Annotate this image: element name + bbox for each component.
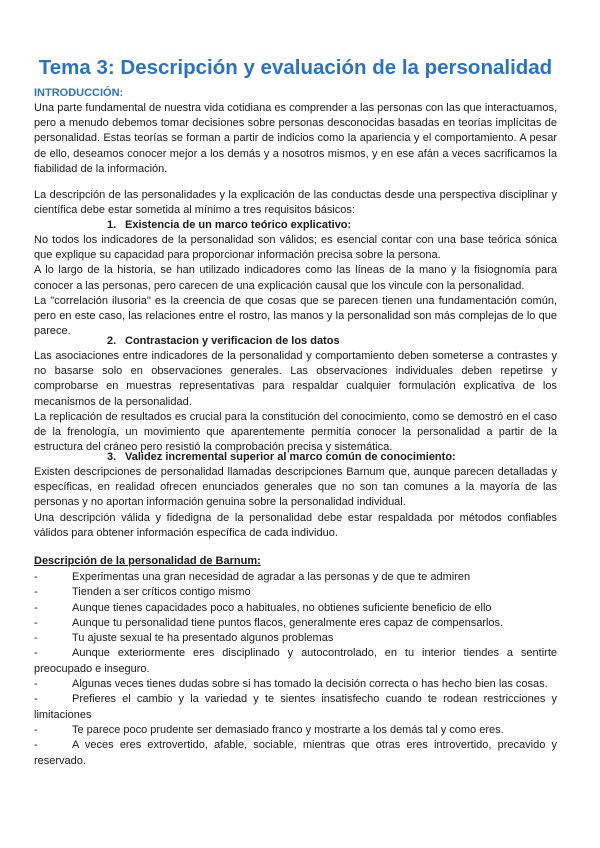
list-item-text: Tu ajuste sexual te ha presentado algunos problemas [72, 632, 334, 645]
list-item-text: Te parece poco prudente ser demasiado franco y mostrarte a los demás tal y como eres. [72, 723, 504, 736]
list-item [34, 646, 557, 677]
list-item-text: Experimentas una gran necesidad de agradar a las personas y de que te admiren [72, 571, 471, 583]
list-item [34, 585, 557, 600]
list-dash: - [34, 647, 38, 660]
intro-label: INTRODUCCIÓN: [34, 87, 124, 99]
page-title: Tema 3: Descripción y evaluación de la personalidad [38, 56, 553, 79]
section-1-heading-text: Existencia de un marco teórico explicativo: [125, 219, 352, 231]
section-3-heading [107, 450, 456, 465]
section-1-number: 1. [107, 219, 117, 231]
list-item [34, 616, 557, 631]
list-item-text: Aunque tienes capacidades poco a habituales, no obtienes suficiente beneficio de ello [72, 601, 492, 614]
section-3-heading-text: Validez incremental superior al marco común de conocimiento: [125, 451, 456, 463]
section-2-heading-text: Contrastacion y verificacion de los datos [125, 335, 340, 347]
list-item [34, 738, 557, 769]
section-2-number: 2. [107, 335, 117, 347]
section-2-body [34, 349, 557, 455]
intro-paragraph [34, 101, 557, 177]
list-dash: - [34, 678, 38, 691]
list-item-text: Aunque tu personalidad tiene puntos flacos, generalmente eres capaz de compensarlos. [72, 616, 504, 629]
list-dash: - [34, 739, 38, 752]
list-dash: - [34, 693, 38, 706]
section-2-paragraph-1: Las asociaciones entre indicadores de la personalidad y comportamiento deben someterse a contrastes y no basarse solo en observaciones generales. Las observaciones individuales deben repetirse y comprobarse en muestras representativas para respaldar cualquier formulación explicativa de los mecanismos de la personalidad. [34, 350, 557, 408]
section-1-paragraph-2: A lo largo de la historia, se han utilizado indicadores como las líneas de la mano y la fisiognomía para conocer a las personas, pero carecen de una explicación causal que los vincule con la personalidad. [34, 264, 557, 292]
barnum-title: Descripción de la personalidad de Barnum: [34, 555, 261, 567]
section-3-paragraph-1: Existen descripciones de personalidad llamadas descripciones Barnum que, aunque parecen detalladas y específicas, en realidad ofrecen enunciados generales que no son tan comunes a la mayoría de las personas y no aportan información genuina sobre la personalidad individual. [34, 466, 557, 509]
section-1-heading [107, 218, 351, 233]
list-item [34, 601, 557, 616]
list-item-text: Aunque exteriormente eres disciplinado y autocontrolado, en tu interior tiendes a sentirte preocupado e inseguro. [34, 647, 557, 675]
section-2-paragraph-2: La replicación de resultados es crucial para la constitución del conocimiento, como se demostró en el caso de la frenología, un movimiento que aparentemente permitía conocer la personalidad a partir de la estructura del cráneo pero resistió la comprobación precisa y sistemática. [34, 410, 557, 454]
list-item [34, 692, 557, 723]
list-item-text: Tienden a ser críticos contigo mismo [72, 586, 251, 599]
section-2-heading [107, 334, 340, 349]
section-3-body [34, 465, 557, 541]
requirements-intro [34, 188, 557, 218]
intro-text: Una parte fundamental de nuestra vida cotidiana es comprender a las personas con las que interactuamos, pero a menudo debemos tomar decisiones sobre personas desconocidas basadas en teorías implícitas de personalidad. Estas teorías se forman a partir de indicios como la apariencia y el comportamiento. A pesar de ello, deseamos conocer mejor a los demás y a nosotros mismos, y en ese afán a veces sacrificamos la fiabilidad de la información. [34, 102, 557, 175]
list-dash: - [34, 723, 38, 736]
list-dash: - [34, 616, 38, 629]
list-dash: - [34, 601, 38, 614]
list-dash: - [34, 586, 38, 599]
list-dash: - [34, 632, 38, 645]
list-item [34, 677, 557, 692]
list-item-text: Algunas veces tienes dudas sobre si has tomado la decisión correcta o has hecho bien las cosas. [72, 678, 548, 691]
section-1-paragraph-1: No todos los indicadores de la personalidad son válidos; es esencial contar con una base teórica sónica que explique su capacidad para proporcionar información precisa sobre la persona. [34, 234, 557, 262]
section-1-body [34, 233, 557, 339]
section-3-paragraph-2: Una descripción válida y fidedigna de la personalidad debe estar respaldada por métodos confiables válidos para obtener información específica de cada individuo. [34, 511, 557, 539]
requirements-intro-text: La descripción de las personalidades y la explicación de las conductas desde una perspectiva disciplinar y científica debe estar sometida al mínimo a tres requisitos básicos: [34, 189, 557, 217]
list-item [34, 723, 557, 738]
list-item-text: Prefieres el cambio y la variedad y te sientes insatisfecho cuando te rodean restricciones y limitaciones [34, 693, 557, 721]
section-1-paragraph-3: La "correlación ilusoria" es la creencia de que cosas que se parecen tienen una fundamentación común, pero en este caso, las relaciones entre el rostro, las manos y la personalidad son más complejas de lo que parece. [34, 294, 557, 338]
section-3-number: 3. [107, 451, 117, 463]
list-item [34, 570, 557, 585]
list-dash: - [34, 571, 38, 583]
list-item-text: A veces eres extrovertido, afable, sociable, mientras que otras eres introvertido, precavido y reservado. [34, 739, 557, 767]
barnum-list [34, 570, 557, 769]
list-item [34, 631, 557, 646]
